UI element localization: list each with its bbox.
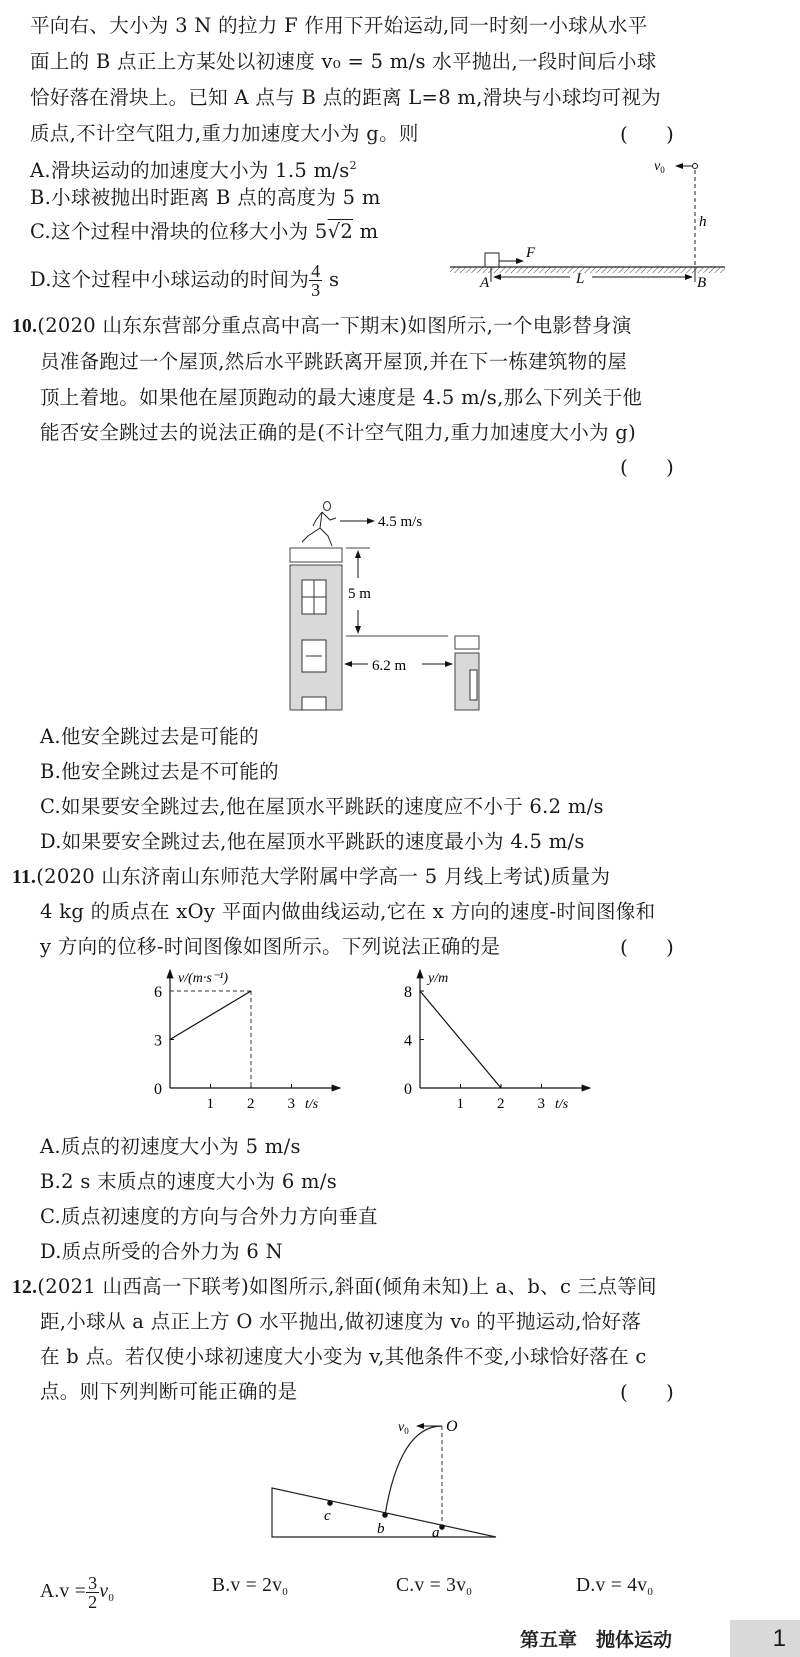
q12-option-c-text: C.v = 3v [396,1575,467,1596]
point-b [382,1512,388,1518]
q10-option-b[interactable]: B.他安全跳过去是不可能的 [40,760,279,783]
q12-fraction-numerator: 3 [88,1573,98,1593]
q11-option-a[interactable]: A.质点的初速度大小为 5 m/s [40,1135,301,1158]
x-tick-label: 3 [287,1096,295,1112]
door [302,697,326,710]
origin-label: 0 [154,1081,162,1098]
yt-chart [400,960,600,1125]
x-axis-label: t/s [305,1097,319,1112]
runner-icon [302,502,336,547]
q10-option-d[interactable]: D.如果要安全跳过去,他在屋顶水平跳跃的速度最小为 4.5 m/s [40,830,585,853]
q12-stem-line-4: 点。则下列判断可能正确的是 [40,1380,298,1403]
force-label: F [526,245,536,261]
y-tick-label: 6 [154,984,162,1001]
q12-option-b-sub: 0 [282,1586,289,1598]
q12-option-a[interactable] [40,1574,114,1611]
q10-stem-line-4: 能否安全跳过去的说法正确的是(不计空气阻力,重力加速度大小为 g) [40,421,636,444]
q9-option-c-text: C.这个过程中滑块的位移大小为 5 [30,220,328,243]
point-c [327,1500,333,1506]
q12-option-a-text: A.v = [40,1580,87,1602]
q12-stem-line-3: 在 b 点。若仅使小球初速度大小变为 v,其他条件不变,小球恰好落在 c [40,1345,647,1368]
right-roof-ledge [455,636,479,649]
q12-option-a-fraction [86,1574,99,1611]
q12-option-d[interactable] [576,1574,653,1604]
q9-option-c-sqrt: √2 [327,220,354,243]
q10-answer-blank[interactable]: ( ) [620,455,674,479]
ball [693,164,698,169]
v0-label: $v_0$ [398,1420,409,1436]
point-a-label: a [432,1525,440,1540]
series-line-y [420,991,501,1088]
q9-option-d-text: D.这个过程中小球运动的时间为 [30,268,310,291]
q9-option-b[interactable]: B.小球被抛出时距离 B 点的高度为 5 m [30,186,381,209]
chapter-title: 第五章 抛体运动 [519,1629,672,1651]
y-axis-label: y/m [428,971,449,986]
q12-option-c[interactable] [396,1574,472,1604]
q10-stem-line-2: 员准备跑过一个屋顶,然后水平跳跃离开屋顶,并在下一栋建筑物的屋 [40,350,628,373]
q9-option-c-unit: m [353,220,379,243]
q10-figure [250,470,500,720]
x-tick-label: 3 [537,1096,545,1112]
q9-stem-line-4: 质点,不计空气阻力,重力加速度大小为 g。则 [30,122,419,145]
q12-answer-blank[interactable]: ( ) [620,1380,674,1404]
q10-option-a[interactable]: A.他安全跳过去是可能的 [40,725,259,748]
distance-label: L [576,271,585,287]
q12-option-c-sub: 0 [466,1586,473,1598]
q9-option-a-text: A.滑块运动的加速度大小为 1.5 m/s [30,159,350,182]
point-a-label: A [480,275,490,290]
left-roof-ledge [290,548,342,562]
y-tick-label: 3 [154,1032,162,1050]
q9-fraction-numerator: 4 [311,261,321,281]
x-tick-label: 2 [497,1096,505,1112]
q12-stem-text: (2021 山西高一下联考)如图所示,斜面(倾角未知)上 a、b、c 三点等间 [37,1275,657,1298]
q9-option-a[interactable] [30,154,357,183]
q11-answer-blank[interactable]: ( ) [620,935,674,959]
q12-figure [250,1400,510,1540]
point-c-label: c [324,1508,331,1524]
slider-block [485,253,499,267]
q11-stem-line-2: 4 kg 的质点在 xOy 平面内做曲线运动,它在 x 方向的速度-时间图像和 [40,900,656,923]
trajectory [385,1426,442,1515]
q11-stem-line-1 [12,865,610,890]
q9-stem-line-3: 恰好落在滑块上。已知 A 点与 B 点的距离 L=8 m,滑块与小球均可视为 [30,86,661,109]
q9-figure [440,140,740,290]
vt-chart [150,960,350,1125]
q9-option-d-fraction [309,262,322,299]
x-tick-label: 2 [247,1096,255,1112]
point-b-label: b [377,1521,385,1537]
v0-label: $v_0$ [654,159,665,175]
speed-label: 4.5 m/s [378,514,423,530]
q10-stem-line-1 [12,314,632,339]
q9-option-c[interactable] [30,220,378,244]
q12-option-b[interactable] [212,1574,288,1604]
q12-option-d-text: D.v = 4v [576,1575,648,1596]
origin-label: 0 [404,1081,412,1098]
q12-stem-line-2: 距,小球从 a 点正上方 O 水平抛出,做初速度为 v₀ 的平抛运动,恰好落 [40,1310,642,1333]
q10-stem-line-3: 顶上着地。如果他在屋顶跑动的最大速度是 4.5 m/s,那么下列关于他 [40,386,643,409]
point-b-label: B [697,275,707,290]
page-number: 1 [730,1620,800,1657]
y-tick-label: 8 [404,984,412,1001]
q12-stem-line-1 [12,1275,657,1300]
series-line-v [170,991,251,1040]
x-axis-label: t/s [555,1097,569,1112]
q9-answer-blank[interactable]: ( ) [620,122,674,146]
x-tick-label: 1 [456,1096,464,1112]
q9-option-d[interactable] [30,262,339,299]
q12-number: 12. [12,1277,38,1298]
q10-number: 10. [12,316,38,337]
x-tick-label: 1 [206,1096,214,1112]
q9-option-a-exponent: 2 [349,159,357,172]
q12-option-a-v: v [99,1580,109,1602]
q12-option-b-text: B.v = 2v [212,1575,283,1596]
q11-number: 11. [12,867,37,888]
height-label: 5 m [348,586,371,602]
q10-option-c[interactable]: C.如果要安全跳过去,他在屋顶水平跳跃的速度应不小于 6.2 m/s [40,795,604,818]
y-axis-label: v/(m·s⁻¹) [178,971,229,986]
gap-label: 6.2 m [372,658,407,674]
q10-stem-text: (2020 山东东营部分重点高中高一下期末)如图所示,一个电影替身演 [37,314,632,337]
q11-option-b[interactable]: B.2 s 末质点的速度大小为 6 m/s [40,1170,338,1193]
q9-stem-line-1: 平向右、大小为 3 N 的拉力 F 作用下开始运动,同一时刻一小球从水平 [30,14,648,37]
q12-option-d-sub: 0 [647,1586,654,1598]
q11-stem-line-3: y 方向的位移-时间图像如图所示。下列说法正确的是 [40,935,501,958]
q9-option-d-unit: s [322,268,340,291]
q9-stem-line-2: 面上的 B 点正上方某处以初速度 v₀ = 5 m/s 水平抛出,一段时间后小球 [30,50,657,73]
q12-fraction-denominator: 2 [88,1592,98,1612]
q11-option-c[interactable]: C.质点初速度的方向与合外力方向垂直 [40,1205,378,1228]
point-o-label: O [446,1418,458,1435]
q11-stem-text: (2020 山东济南山东师范大学附属中学高一 5 月线上考试)质量为 [36,865,611,888]
y-tick-label: 4 [404,1032,412,1050]
height-label: h [699,214,707,230]
point-a [439,1524,445,1530]
q9-fraction-denominator: 3 [311,280,321,300]
q11-option-d[interactable]: D.质点所受的合外力为 6 N [40,1240,284,1263]
q12-option-a-sub: 0 [108,1591,115,1604]
